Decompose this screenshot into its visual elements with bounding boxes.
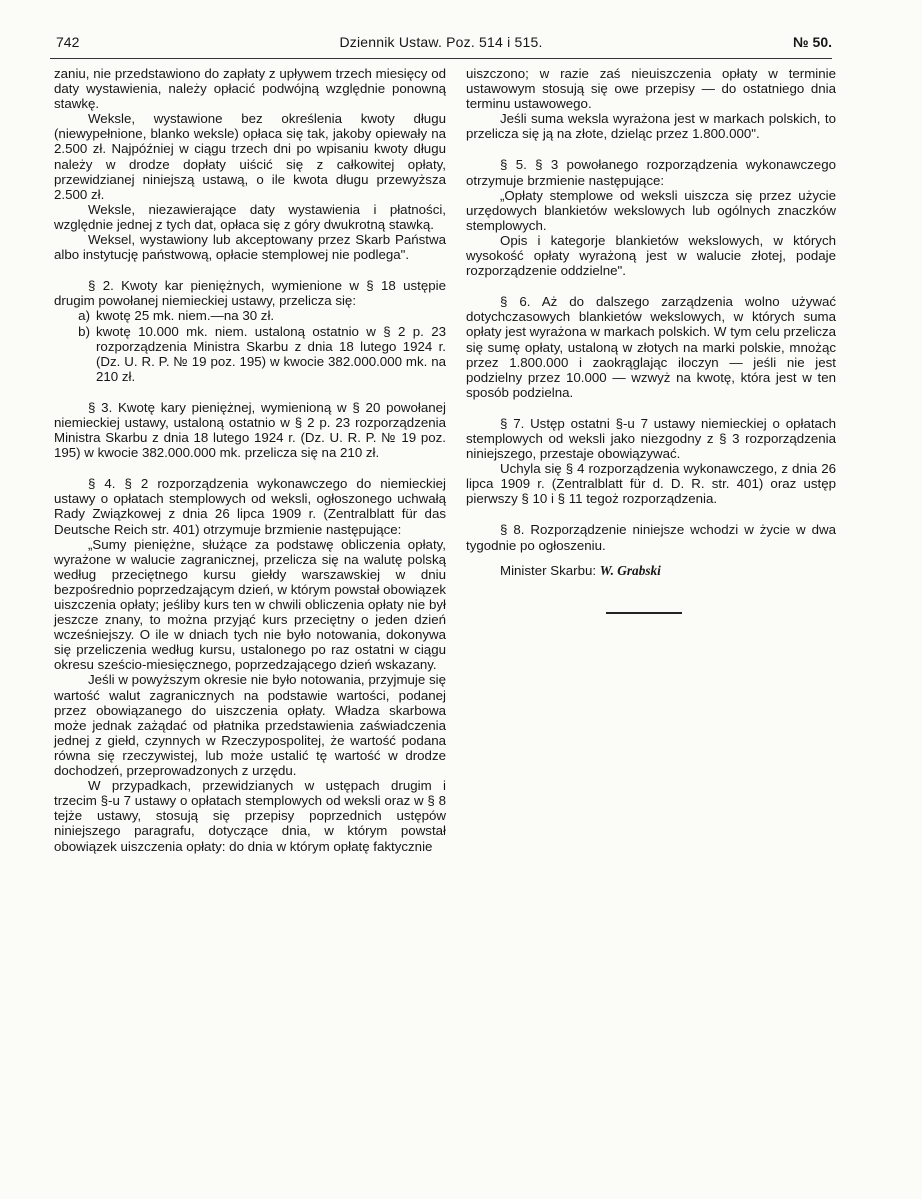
quoted-paragraph: „Sumy pieniężne, służące za podstawę obliczenia opłaty, wyrażone w walucie zagranicznej, przelicza się na walutę polską według przeciętnego kursu giełdy warszawskiej w dniu bezpośrednio poprzedzającym dzień, w którym powstał obowiązek uiszczenia opłaty; jeśliby kurs ten w chwili obliczenia opłaty nie był jeszcze znany, to można przyjąć kurs przeciętny o jeden dzień wcześniejszy. O ile w dniach tych nie było notowania, dokonywa się przeliczenia według kursu, ustalonego po raz ostatni w ciągu okresu sześcio-miesięcznego, poprzedzającego dzień wskazany. — [54, 536, 446, 673]
issue-number: № 50. — [793, 34, 832, 50]
list-item-text: kwotę 10.000 mk. niem. ustaloną ostatnio w § 2 p. 23 rozporządzenia Ministra Skarbu z dnia 18 lutego 1924 r. (Dz. U. R. P. № 19 poz. 195) w kwocie 382.000.000 mk. na 210 zł. — [96, 323, 446, 384]
section-5-intro: § 5. § 3 powołanego rozporządzenia wykonawczego otrzymuje brzmienie następujące: — [466, 157, 836, 188]
page-header — [50, 34, 832, 56]
section-2-list — [54, 308, 446, 383]
left-column — [54, 66, 446, 854]
list-item-label: b) — [78, 323, 90, 339]
list-item-text: kwotę 25 mk. niem.—na 30 zł. — [96, 308, 275, 324]
paragraph: Weksle, niezawierające daty wystawienia i płatności, względnie jednej z tych dat, opłaca się z góry dwukrotną stawką. — [54, 201, 446, 232]
section-8: § 8. Rozporządzenie niniejsze wchodzi w życie w dwa tygodnie po ogłoszeniu. — [466, 522, 836, 553]
section-6: § 6. Aż do dalszego zarządzenia wolno używać dotychczasowych blankietów wekslowych, w których suma opłaty jest wyrażona w markach polskich. W tym celu przelicza się sumę opłaty, ustaloną w złotych na marki polskie, mnożąc przez 1.800.000 i zaokrąglając iloczyn — jeśli nie jest podzielny przez 10.000 — wzwyż na kwotę, która jest w ten sposób podzielna. — [466, 294, 836, 400]
section-3: § 3. Kwotę kary pieniężnej, wymienioną w § 20 powołanej niemieckiej ustawy, ustaloną ostatnio w § 2 p. 23 rozporządzenia Ministra Skarbu z dnia 18 lutego 1924 r. (Dz. U. R. P. № 19 poz. 195) w kwocie 382.000.000 mk. przelicza się na 210 zł. — [54, 399, 446, 461]
header-rule — [50, 58, 832, 59]
paragraph: Weksel, wystawiony lub akceptowany przez Skarb Państwa albo instytucję państwową, opłacie stemplowej nie podlega". — [54, 232, 446, 263]
section-4-intro: § 4. § 2 rozporządzenia wykonawczego do niemieckiej ustawy o opłatach stemplowych od weksli, ogłoszonego uchwałą Rady Związkowej z dnia 26 lipca 1909 r. (Zentralblatt für das Deutsche Reich str. 401) otrzymuje brzmienie następujące: — [54, 476, 446, 537]
quoted-paragraph: Opis i kategorje blankietów wekslowych, w których wysokość opłaty wyrażoną jest w walucie złotej, podaje rozporządzenie oddzielne". — [466, 232, 836, 279]
signature-line — [466, 563, 836, 578]
paragraph: uiszczono; w razie zaś nieuiszczenia opłaty w terminie ustawowym stosują się owe przepisy — do ostatniego dnia terminu ustawowego. — [466, 66, 836, 112]
journal-title: Dziennik Ustaw. Poz. 514 i 515. — [339, 34, 543, 50]
paragraph: Weksle, wystawione bez określenia kwoty długu (niewypełnione, blanko weksle) opłaca się tak, jakoby opiewały na 2.500 zł. Najpóźniej w ciągu trzech dni po wpisaniu kwoty długu należy w drodze dopłaty uiścić się z całkowitej opłaty, przewidzianej niniejszą ustawą, o ile kwota długu przewyższa 2.500 zł. — [54, 111, 446, 202]
signature-label: Minister Skarbu: — [500, 562, 597, 578]
section-7: § 7. Ustęp ostatni §-u 7 ustawy niemieckiej o opłatach stemplowych od weksli jako niezgodny z § 3 rozporządzenia niniejszego, przestaje obowiązywać. — [466, 415, 836, 462]
list-item — [54, 324, 446, 384]
paragraph: zaniu, nie przedstawiono do zapłaty z upływem trzech miesięcy od daty wystawienia, należy opłacić podwójną względnie ponowną stawkę. — [54, 66, 446, 112]
paragraph: Jeśli suma weksla wyrażona jest w markach polskich, to przelicza się ją na złote, dzieląc przez 1.800.000". — [466, 111, 836, 142]
end-rule — [606, 612, 682, 614]
list-item-label: a) — [78, 308, 90, 324]
quoted-paragraph: W przypadkach, przewidzianych w ustępach drugim i trzecim §-u 7 ustawy o opłatach stemplowych od weksli oraz w § 8 tejże ustawy, stosują się przepisy poprzednich ustępów niniejszego paragrafu, dotyczące dnia, w którym powstał obowiązek uiszczenia opłaty: do dnia w którym opłatę faktycznie — [54, 778, 446, 854]
section-7-second: Uchyla się § 4 rozporządzenia wykonawczego, z dnia 26 lipca 1909 r. (Zentralblatt für d. D. R. str. 401) oraz ustęp pierwszy § 10 i § 11 tegoż rozporządzenia. — [466, 461, 836, 507]
section-2-intro: § 2. Kwoty kar pieniężnych, wymienione w § 18 ustępie drugim powołanej niemieckiej ustawy, przelicza się: — [54, 278, 446, 309]
quoted-paragraph: „Opłaty stemplowe od weksli uiszcza się przez użycie urzędowych blankietów wekslowych lub ogólnych znaczków stemplowych. — [466, 187, 836, 233]
page-number: 742 — [56, 34, 80, 50]
signature-name: W. Grabski — [599, 562, 661, 578]
right-column — [466, 66, 836, 614]
list-item — [54, 308, 446, 323]
quoted-paragraph: Jeśli w powyższym okresie nie było notowania, przyjmuje się wartość walut zagranicznych na podstawie wartości, podanej przez obowiązanego do uiszczenia opłaty. Władza skarbowa może jednak zażądać od płatnika przedstawienia zaświadczenia jednej z giełd, czynnych w Rzeczypospolitej, że wartość podana równa się rzeczywistej, lub może ustalić tę wartość w drodze dochodzeń, przeprowadzonych z urzędu. — [54, 672, 446, 779]
